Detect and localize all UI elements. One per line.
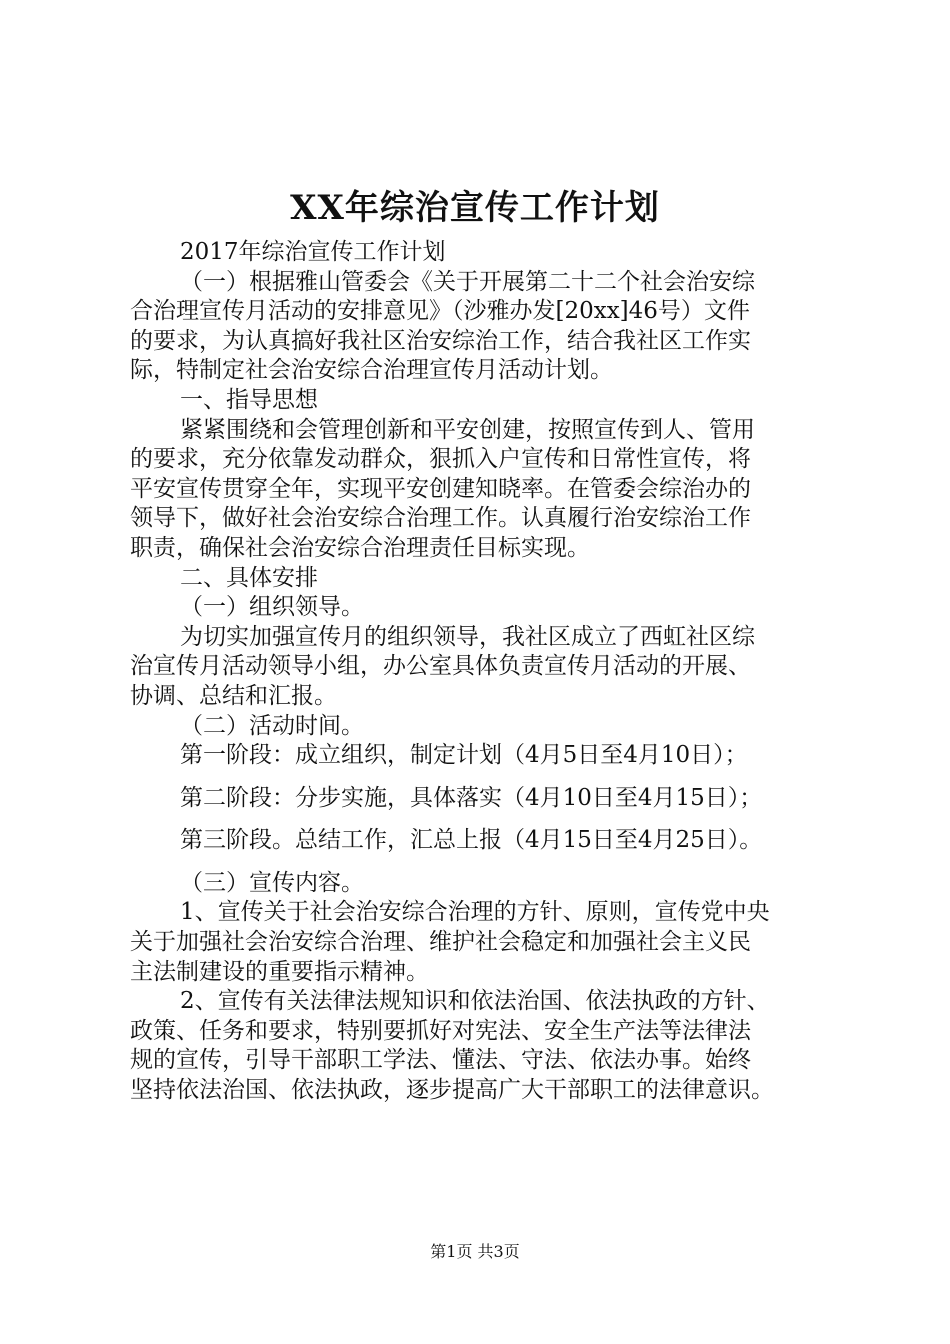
paragraph-line: 协调、总结和汇报。 — [130, 682, 337, 709]
subtitle-line: 2017年综治宣传工作计划 — [180, 239, 446, 265]
subsection-heading: （一）组织领导。 — [180, 594, 364, 621]
document-title: XX年综治宣传工作计划 — [290, 188, 660, 228]
paragraph-line: 为切实加强宣传月的组织领导，我社区成立了西虹社区综 — [180, 623, 755, 650]
paragraph-line: 2、宣传有关法律法规知识和依法治国、依法执政的方针、 — [180, 988, 770, 1015]
paragraph-line: 平安宣传贯穿全年，实现平安创建知晓率。在管委会综治办的 — [130, 475, 751, 502]
subsection-heading: （二）活动时间。 — [180, 712, 364, 739]
paragraph-line: 的要求，为认真搞好我社区治安综治工作，结合我社区工作实 — [130, 327, 751, 354]
paragraph-line: 的要求，充分依靠发动群众，狠抓入户宣传和日常性宣传，将 — [130, 446, 751, 473]
page-number-footer: 第1页 共3页 — [430, 1242, 520, 1261]
paragraph-line: （一）根据雅山管委会《关于开展第二十二个社会治安综 — [180, 268, 755, 295]
section-heading: 二、具体安排 — [180, 564, 318, 591]
paragraph-line: 领导下，做好社会治安综合治理工作。认真履行治安综治工作 — [130, 505, 751, 532]
paragraph-line: 关于加强社会治安综合治理、维护社会稳定和加强社会主义民 — [130, 929, 751, 956]
paragraph-line: 合治理宣传月活动的安排意见》（沙雅办发[20xx]46号）文件 — [130, 298, 750, 325]
paragraph-line: 规的宣传，引导干部职工学法、懂法、守法、依法办事。始终 — [130, 1047, 751, 1074]
paragraph-line: 主法制建设的重要指示精神。 — [130, 958, 429, 985]
subsection-heading: （三）宣传内容。 — [180, 869, 364, 896]
paragraph-line: 坚持依法治国、依法执政，逐步提高广大干部职工的法律意识。 — [130, 1077, 774, 1104]
paragraph-line: 政策、任务和要求，特别要抓好对宪法、安全生产法等法律法 — [130, 1017, 751, 1044]
paragraph-line: 际，特制定社会治安综合治理宣传月活动计划。 — [130, 357, 613, 384]
stage-line: 第二阶段：分步实施，具体落实（4月10日至4月15日）； — [180, 784, 763, 811]
stage-line: 第一阶段：成立组织，制定计划（4月5日至4月10日）； — [180, 742, 748, 769]
stage-line: 第三阶段。总结工作，汇总上报（4月15日至4月25日）。 — [180, 827, 763, 854]
paragraph-line: 1、宣传关于社会治安综合治理的方针、原则，宣传党中央 — [180, 899, 770, 926]
paragraph-line: 紧紧围绕和会管理创新和平安创建，按照宣传到人、管用 — [180, 416, 755, 443]
paragraph-line: 治宣传月活动领导小组，办公室具体负责宣传月活动的开展、 — [130, 653, 751, 680]
paragraph-line: 职责，确保社会治安综合治理责任目标实现。 — [130, 534, 590, 561]
document-body — [130, 238, 835, 1106]
section-heading: 一、指导思想 — [180, 386, 318, 413]
